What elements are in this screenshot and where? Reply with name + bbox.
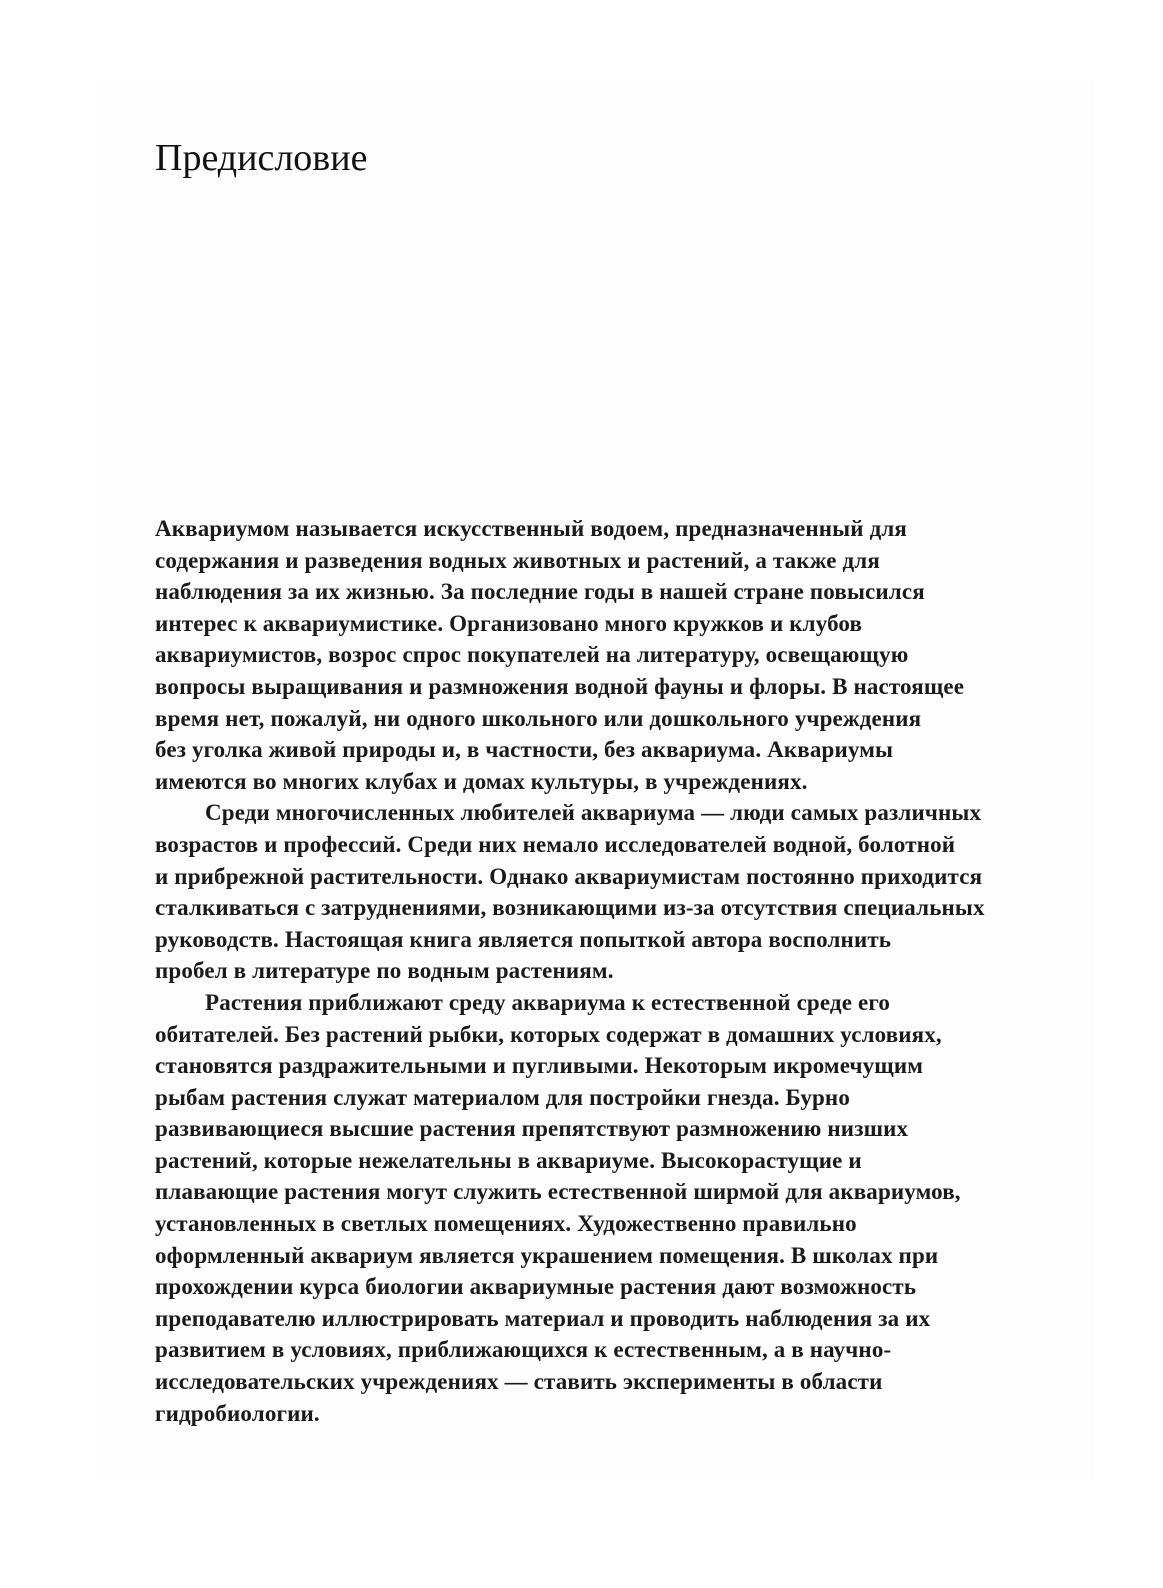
text-line: и прибрежной растительности. Однако аквариумистам постоянно приходится <box>155 863 983 889</box>
preface-body <box>155 513 1055 1429</box>
text-line: возрастов и профессий. Среди них немало исследователей водной, болотной <box>155 831 956 857</box>
text-line: обитателей. Без растений рыбки, которых содержат в домашних условиях, <box>155 1021 942 1047</box>
text-line: Растения приближают среду аквариума к естественной среде его <box>205 989 891 1015</box>
text-line: преподавателю иллюстрировать материал и проводить наблюдения за их <box>155 1305 931 1331</box>
text-line: содержания и разведения водных животных и растений, а также для <box>155 547 880 573</box>
paragraph-1 <box>155 513 1055 797</box>
text-line: гидробиологии. <box>155 1400 320 1426</box>
text-line: рыбам растения служат материалом для постройки гнезда. Бурно <box>155 1084 850 1110</box>
text-line: развитием в условиях, приближающихся к естественным, а в научно- <box>155 1337 892 1363</box>
text-line: имеются во многих клубах и домах культуры, в учреждениях. <box>155 768 808 794</box>
text-line: аквариумистов, возрос спрос покупателей на литературу, освещающую <box>155 642 909 668</box>
text-line: пробел в литературе по водным растениям. <box>155 958 614 984</box>
text-line: плавающие растения могут служить естественной ширмой для аквариумов, <box>155 1179 961 1205</box>
text-line: сталкиваться с затруднениями, возникающими из-за отсутствия специальных <box>155 895 985 921</box>
text-line: оформленный аквариум является украшением помещения. В школах при <box>155 1242 939 1268</box>
text-line: растений, которые нежелательны в аквариуме. Высокорастущие и <box>155 1147 862 1173</box>
text-line: руководств. Настоящая книга является попыткой автора восполнить <box>155 926 892 952</box>
text-line: Аквариумом называется искусственный водоем, предназначенный для <box>155 516 908 541</box>
text-line: время нет, пожалуй, ни одного школьного или дошкольного учреждения <box>155 705 922 731</box>
text-line: установленных в светлых помещениях. Художественно правильно <box>155 1211 857 1237</box>
text-line: Среди многочисленных любителей аквариума — люди самых различных <box>205 800 982 826</box>
text-line: вопросы выращивания и размножения водной фауны и флоры. В настоящее <box>155 673 965 699</box>
text-line: становятся раздражительными и пугливыми. Некоторым икромечущим <box>155 1053 924 1079</box>
paragraph-3 <box>155 987 1055 1429</box>
text-line: наблюдения за их жизнью. За последние годы в нашей стране повысился <box>155 579 925 605</box>
text-line: интерес к аквариумистике. Организовано много кружков и клубов <box>155 610 863 636</box>
text-line: развивающиеся высшие растения препятствуют размножению низших <box>155 1116 909 1142</box>
page-title: Предисловие <box>155 137 368 179</box>
text-line: без уголка живой природы и, в частности, без аквариума. Аквариумы <box>155 737 894 763</box>
paragraph-2 <box>155 797 1055 987</box>
text-line: прохождении курса биологии аквариумные растения дают возможность <box>155 1274 917 1300</box>
text-line: исследовательских учреждениях — ставить эксперименты в области <box>155 1369 883 1395</box>
